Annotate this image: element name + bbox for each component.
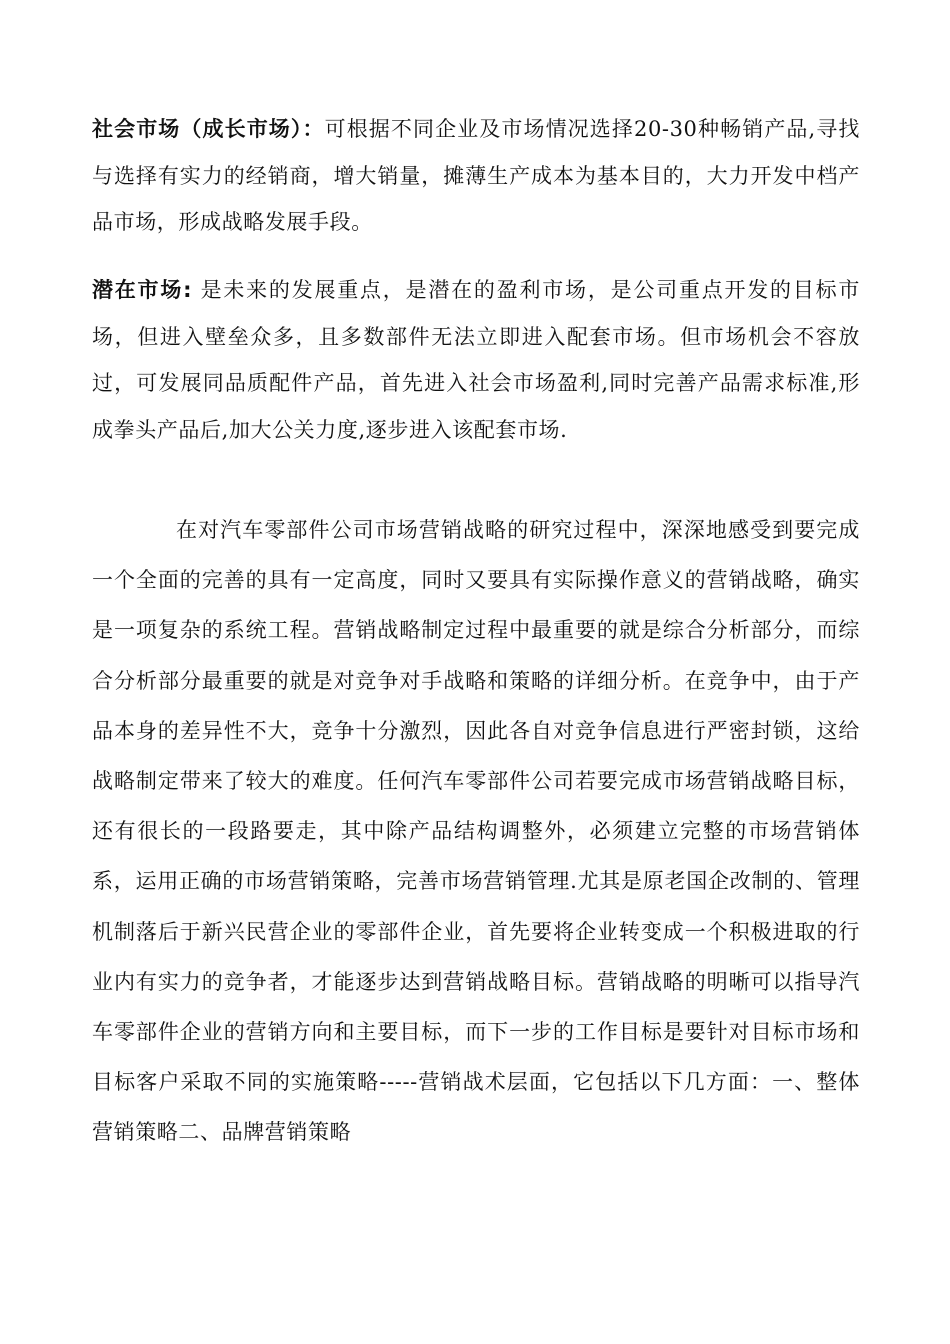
text-social-market: 可根据不同企业及市场情况选择20-30种畅销产品,寻找与选择有实力的经销商，增大销量，摊薄生产成本为基本目的，大力开发中档产品市场，形成战略发展手段。	[92, 117, 860, 234]
text-conclusion: 在对汽车零部件公司市场营销战略的研究过程中，深深地感受到要完成一个全面的完善的具有一定高度，同时又要具有实际操作意义的营销战略，确实是一项复杂的系统工程。营销战略制定过程中最重要的就是综合分析部分，而综合分析部分最重要的就是对竞争对手战略和策略的详细分析。在竞争中，由于产品本身的差异性不大，竞争十分激烈，因此各自对竞争信息进行严密封锁，这给战略制定带来了较大的难度。任何汽车零部件公司若要完成市场营销战略目标，还有很长的一段路要走，其中除产品结构调整外，必须建立完整的市场营销体系，运用正确的市场营销策略，完善市场营销管理.尤其是原老国企改制的、管理机制落后于新兴民营企业的零部件企业，首先要将企业转变成一个积极进取的行业内有实力的竞争者，才能逐步达到营销战略目标。营销战略的明晰可以指导汽车零部件企业的营销方向和主要目标，而下一步的工作目标是要针对目标市场和目标客户采取不同的实施策略-----营销战术层面，它包括以下几方面：一、整体营销策略二、品牌营销策略	[92, 518, 860, 1145]
heading-potential-market: 潜在市场:	[92, 278, 193, 302]
heading-social-market: 社会市场（成长市场）：	[92, 117, 325, 141]
paragraph-conclusion	[92, 505, 860, 1158]
paragraph-social-market	[92, 106, 860, 246]
paragraph-potential-market	[92, 267, 860, 453]
text-potential-market: 是未来的发展重点，是潜在的盈利市场，是公司重点开发的目标市场，但进入壁垒众多，且多数部件无法立即进入配套市场。但市场机会不容放过，可发展同品质配件产品，首先进入社会市场盈利,同时完善产品需求标准,形成拳头产品后,加大公关力度,逐步进入该配套市场.	[92, 278, 860, 442]
